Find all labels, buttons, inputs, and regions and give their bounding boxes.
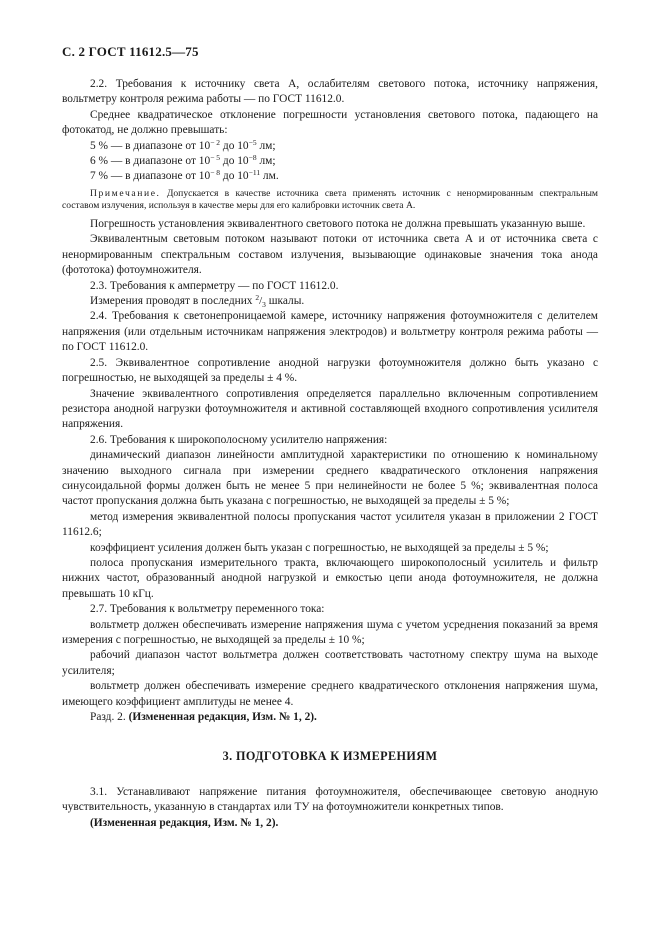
paragraph-2-2: 2.2. Требования к источнику света А, ослабителям светового потока, источнику напряжения, вольтметру контроля режима работы — по ГОСТ 11612.0.	[62, 78, 598, 106]
range-line-2: 6 % — в диапазоне от $10^{- 5}$ до $10^{-8}$ лм;	[90, 153, 276, 168]
paragraph-section-2-revision: Разд. 2. (Измененная редакция, Изм. № 1, 2).	[90, 711, 317, 724]
paragraph-voltmeter-3: вольтметр должен обеспечивать измерение среднего квадратического отклонения напряжения шума, имеющего коэффициент амплитуды не менее 4.	[62, 680, 598, 708]
paragraph-2-5: 2.5. Эквивалентное сопротивление анодной нагрузки фотоумножителя должно быть указано с погрешностью, не выходящей за пределы ± 4 %.	[62, 356, 598, 385]
paragraph-error: Погрешность установления эквивалентного светового потока не должна превышать указанную выше.	[90, 218, 586, 231]
paragraph-2-7: 2.7. Требования к вольтметру переменного тока:	[90, 603, 325, 616]
paragraph-2-3: 2.3. Требования к амперметру — по ГОСТ 11612.0.	[90, 279, 339, 292]
paragraph-final-revision: (Измененная редакция, Изм. № 1, 2).	[90, 816, 279, 829]
paragraph-gain: коэффициент усиления должен быть указан с погрешностью, не выходящей за пределы ± 5 %;	[90, 541, 549, 554]
range-line-3: 7 % — в диапазоне от $10^{- 8}$ до $10^{-11}$ лм.	[90, 168, 279, 183]
note-text: Допускается в качестве источника света применять источник с ненормированным спектральным составом излучения, используя в качестве меры для его калибровки источник света А.	[62, 187, 598, 212]
paragraph-voltmeter-1: вольтметр должен обеспечивать измерение напряжения шума с учетом усреднения показаний за время измерения с погрешностью, не выходящей за пределы ± 10 %;	[62, 618, 598, 646]
paragraph-bandwidth: полоса пропускания измерительного тракта, включающего широкополосный усилитель и фильтр нижних частот, образованный анодной нагрузкой и емкостью цепи анода фотоумножителя, не должна превышать 10 кГц.	[62, 556, 598, 600]
document-body	[62, 77, 598, 831]
paragraph-3-1: 3.1. Устанавливают напряжение питания фотоумножителя, обеспечивающее световую анодную чувствительность, указанную в стандартах или ТУ на фотоумножители конкретных типов.	[62, 785, 598, 814]
paragraph-measurement-scale: Измерения проводят в последних $^2/_3$ шкалы.	[90, 293, 305, 310]
range-line-1: 5 % — в диапазоне от $10^{- 2}$ до $10^{-5}$ лм;	[90, 137, 276, 152]
section-3-title: 3. ПОДГОТОВКА К ИЗМЕРЕНИЯМ	[222, 749, 438, 764]
paragraph-equivalent-flux: Эквивалентным световым потоком называют потоки от источника света А и от источника света с ненормированным спектральным составом излучения, вызывающие одинаковые значения тока анода (фототока) фотоумножителя.	[62, 233, 598, 277]
paragraph-resistance: Значение эквивалентного сопротивления определяется параллельно включенным сопротивлением резистора анодной нагрузки фотоумножителя и активной составляющей входного сопротивления усилителя напряжения.	[62, 387, 598, 431]
paragraph-2-4: 2.4. Требования к светонепроницаемой камере, источнику напряжения фотоумножителя с делителем напряжения (или отдельным источникам напряжения электродов) и вольтметру контроля режима работы — по ГОСТ 11612.0.	[62, 310, 598, 354]
page-header: С. 2 ГОСТ 11612.5—75	[62, 44, 199, 59]
note-label: Примечание.	[90, 187, 161, 199]
paragraph-rms-deviation: Среднее квадратическое отклонение погрешности установления светового потока, падающего на фотокатод, не должно превышать:	[62, 108, 598, 137]
paragraph-voltmeter-2: рабочий диапазон частот вольтметра должен соответствовать частотному спектру шума на выходе усилителя;	[62, 649, 598, 677]
paragraph-2-6: 2.6. Требования к широкополосному усилителю напряжения:	[90, 433, 388, 446]
paragraph-method: метод измерения эквивалентной полосы пропускания частот усилителя указан в приложении 2 ГОСТ 11612.6;	[62, 510, 598, 539]
paragraph-dynamic-range: динамический диапазон линейности амплитудной характеристики по отношению к номинальному значению выходного сигнала при измерении среднего квадратического отклонения напряжения синусоидальной формы должен быть не менее 5 при нелинейности не более 5 %; эквивалентная полоса частот пропускания должна быть указана с погрешностью, не выходящей за пределы ± 5 %;	[62, 449, 598, 508]
note	[62, 188, 598, 213]
